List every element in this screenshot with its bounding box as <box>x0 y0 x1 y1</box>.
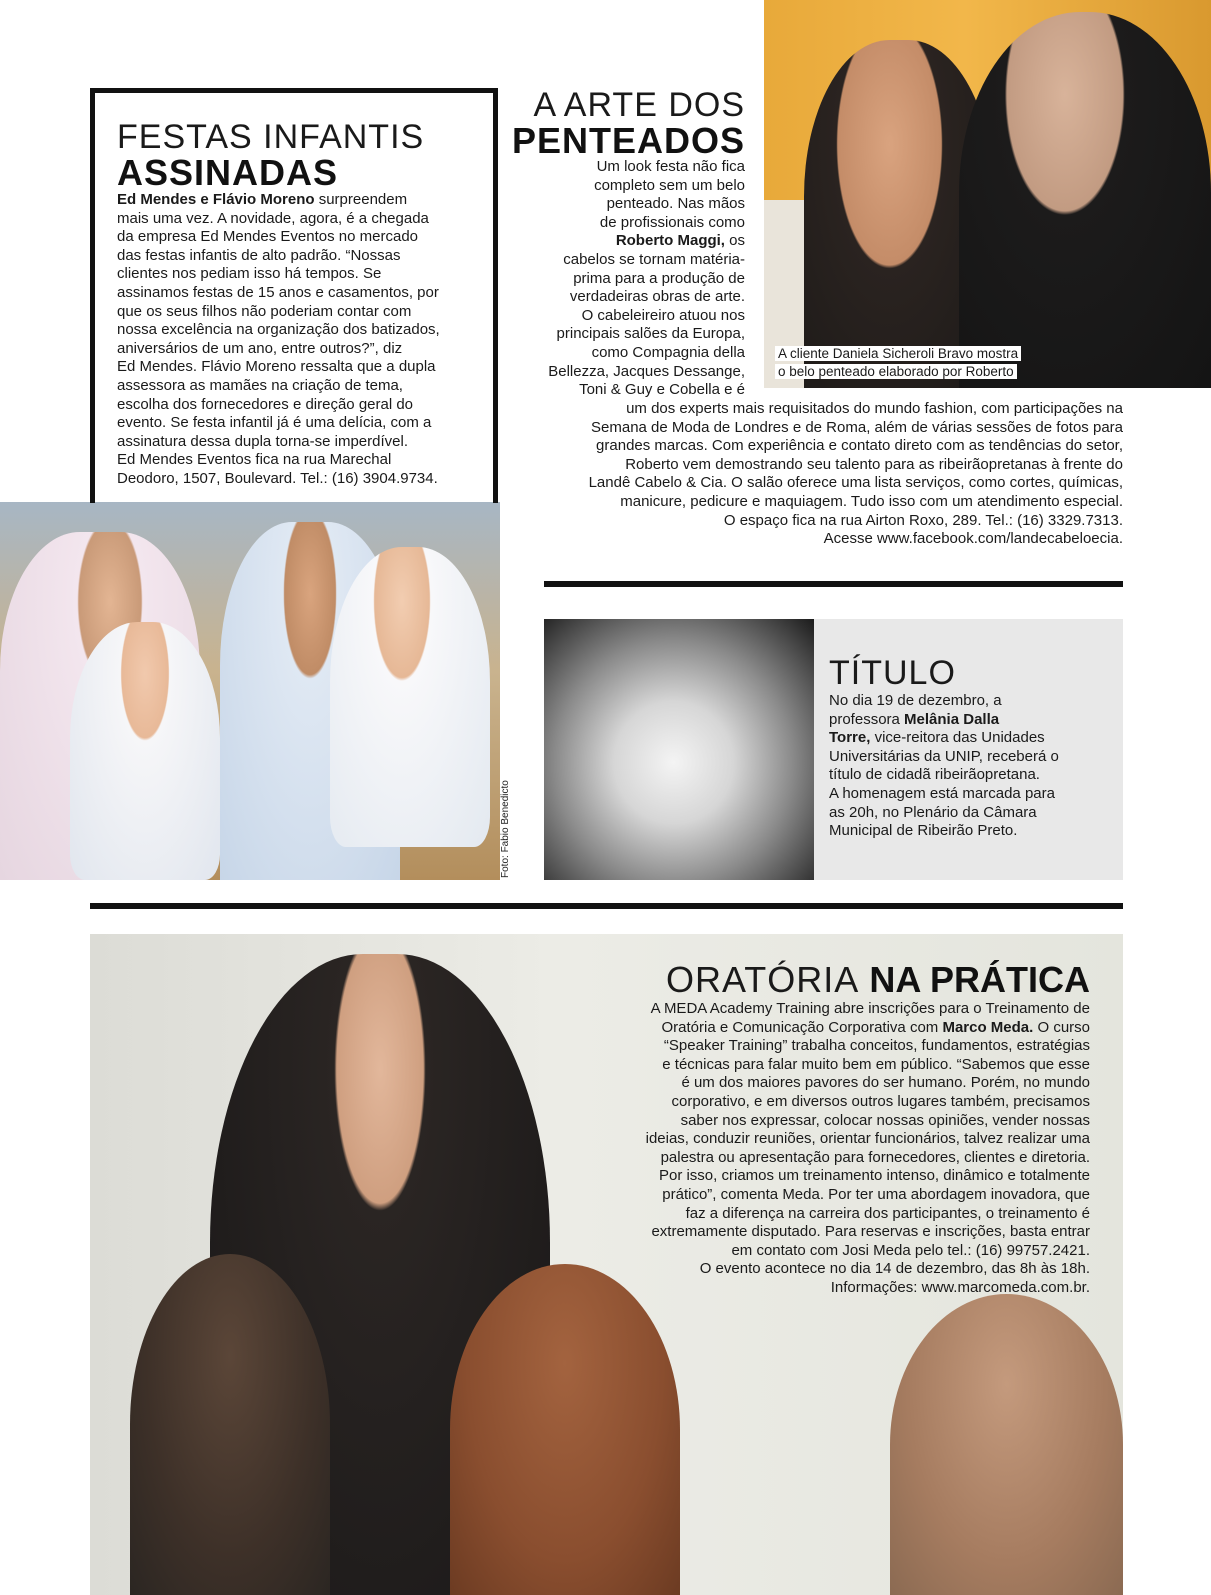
festas-photo-credit: Foto: Fabio Benedicto <box>500 780 511 878</box>
titulo-line: professora <box>829 710 905 728</box>
oratoria-line: ideias, conduzir reuniões, orientar funcionários, talvez realizar uma <box>645 1130 1090 1148</box>
oratoria-title-light: ORATÓRIA <box>665 959 860 1000</box>
oratoria-line: corporativo, e em diversos outros lugares também, precisamos <box>671 1092 1090 1110</box>
titulo-name-bold: Torre, <box>829 729 871 747</box>
titulo-line: Universitárias da UNIP, receberá o <box>829 747 1059 765</box>
penteados-line: Roberto vem demostrando seu talento para as ribeirãopretanas à frente do <box>625 455 1123 473</box>
penteados-body-wide <box>533 400 1123 549</box>
penteados-line: O espaço fica na rua Airton Roxo, 289. Tel.: (16) 3329.7313. <box>723 511 1123 529</box>
festas-line: evento. Se festa infantil já é uma delícia, com a <box>117 414 432 432</box>
caption-line: o belo penteado elaborado por Roberto <box>775 364 1017 379</box>
festas-line: da empresa Ed Mendes Eventos no mercado <box>117 228 419 246</box>
festas-lead-names: Ed Mendes e Flávio Moreno <box>117 191 315 208</box>
oratoria-line: prático”, comenta Meda. Por ter uma abordagem inovadora, que <box>662 1185 1090 1203</box>
penteados-line: completo sem um belo <box>594 176 745 194</box>
oratoria-line: palestra ou apresentação para fornecedores, clientes e diretoria. <box>660 1148 1090 1166</box>
festas-line: escolha dos fornecedores e direção geral do <box>117 395 414 413</box>
photo-hairstyle <box>764 0 1211 388</box>
festas-line: das festas infantis de alto padrão. “Nossas <box>117 246 401 264</box>
oratoria-line: e técnicas para falar muito bem em público. “Sabemos que esse <box>662 1055 1090 1073</box>
oratoria-body <box>570 1000 1090 1298</box>
penteados-line: Um look festa não fica <box>596 158 745 175</box>
oratoria-name-marco-meda: Marco Meda. <box>942 1018 1034 1036</box>
caption-line: A cliente Daniela Sicheroli Bravo mostra <box>775 346 1021 361</box>
penteados-line: Toni & Guy e Cobella e é <box>579 381 745 399</box>
penteados-line: O cabeleireiro atuou nos <box>581 306 745 324</box>
titulo-line: vice-reitora das Unidades <box>870 729 1045 747</box>
penteados-line: cabelos se tornam matéria- <box>563 250 745 268</box>
festas-line: assinamos festas de 15 anos e casamentos, por <box>117 283 439 301</box>
photo-melania-dalla-torre <box>544 619 814 880</box>
penteados-name-roberto-maggi: Roberto Maggi, <box>615 232 725 250</box>
titulo-line: as 20h, no Plenário da Câmara <box>829 803 1037 821</box>
penteados-line: os <box>724 232 745 250</box>
festas-line: nossa excelência na organização dos batizados, <box>117 321 440 339</box>
penteados-line: Landê Cabelo & Cia. O salão oferece uma lista serviços, como cortes, químicas, <box>588 474 1123 492</box>
festas-line: aniversários de um ano, entre outros?”, diz <box>117 339 403 357</box>
festas-line: surpreendem <box>314 191 408 208</box>
penteados-line: prima para a produção de <box>573 269 745 287</box>
oratoria-line: Por isso, criamos um treinamento intenso, dinâmico e totalmente <box>658 1167 1090 1185</box>
oratoria-line: Informações: www.marcomeda.com.br. <box>830 1278 1090 1296</box>
penteados-line: manicure, pedicure e maquiagem. Tudo isso com um atendimento especial. <box>620 492 1123 510</box>
penteados-title-light: A ARTE DOS <box>533 86 745 124</box>
oratoria-line: em contato com Josi Meda pelo tel.: (16) 99757.2421. <box>731 1241 1090 1259</box>
oratoria-line: saber nos expressar, colocar nossas opiniões, vender nossas <box>680 1111 1090 1129</box>
oratoria-title <box>666 960 1090 1000</box>
titulo-body <box>829 692 1119 841</box>
penteados-line: penteado. Nas mãos <box>606 195 745 213</box>
penteados-title-bold: PENTEADOS <box>511 120 745 161</box>
oratoria-line: faz a diferença na carreira dos participantes, o treinamento é <box>685 1204 1090 1222</box>
festas-line: assessora as mamães na criação de tema, <box>117 376 403 394</box>
titulo-line: A homenagem está marcada para <box>829 784 1055 802</box>
oratoria-line: A MEDA Academy Training abre inscrições para o Treinamento de <box>650 1000 1090 1017</box>
festas-line: clientes nos pediam isso há tempos. Se <box>117 265 382 283</box>
titulo-name-bold: Melânia Dalla <box>904 710 1000 728</box>
festas-line: assinatura dessa dupla torna-se imperdível. <box>117 432 408 450</box>
penteados-line: um dos experts mais requisitados do mundo fashion, com participações na <box>626 400 1123 417</box>
penteados-line: principais salões da Europa, <box>556 325 745 343</box>
titulo-line: título de cidadã ribeirãopretana. <box>829 766 1040 784</box>
penteados-line: verdadeiras obras de arte. <box>569 288 745 306</box>
festas-line: que os seus filhos não poderiam contar com <box>117 302 412 320</box>
oratoria-line: O curso <box>1033 1018 1090 1036</box>
festas-line: mais uma vez. A novidade, agora, é a chegada <box>117 209 429 227</box>
divider-rule <box>90 903 1123 909</box>
festas-title-bold: ASSINADAS <box>117 152 339 193</box>
penteados-line: Acesse www.facebook.com/landecabeloecia. <box>823 530 1123 548</box>
titulo-title: TÍTULO <box>829 654 956 692</box>
penteados-line: grandes marcas. Com experiência e contato direto com as tendências do setor, <box>596 437 1123 455</box>
oratoria-line: “Speaker Training” trabalha conceitos, fundamentos, estratégias <box>663 1037 1090 1055</box>
penteados-line: Semana de Moda de Londres e de Roma, além de várias sessões de fotos para <box>591 418 1123 436</box>
festas-line: Ed Mendes. Flávio Moreno ressalta que a dupla <box>117 358 436 376</box>
penteados-line: de profissionais como <box>599 213 745 231</box>
festas-title-light: FESTAS INFANTIS <box>117 118 425 156</box>
penteados-photo-caption <box>775 345 1021 381</box>
penteados-line: como Compagnia della <box>591 343 745 361</box>
festas-line: Deodoro, 1507, Boulevard. Tel.: (16) 3904.9734. <box>117 469 438 487</box>
oratoria-line: Oratória e Comunicação Corporativa com <box>661 1018 943 1036</box>
photo-ed-mendes-flavio-moreno <box>0 502 500 880</box>
titulo-line: Municipal de Ribeirão Preto. <box>829 822 1018 840</box>
oratoria-line: é um dos maiores pavores do ser humano. Porém, no mundo <box>681 1074 1090 1092</box>
titulo-line: No dia 19 de dezembro, a <box>829 692 1002 709</box>
festas-body <box>117 191 487 489</box>
oratoria-title-bold: NA PRÁTICA <box>869 959 1090 1000</box>
festas-line: Ed Mendes Eventos fica na rua Marechal <box>117 451 392 469</box>
oratoria-line: O evento acontece no dia 14 de dezembro, das 8h às 18h. <box>699 1260 1090 1278</box>
oratoria-line: extremamente disputado. Para reservas e inscrições, basta entrar <box>651 1223 1090 1241</box>
penteados-body-narrow <box>525 158 745 400</box>
divider-rule <box>544 581 1123 587</box>
penteados-line: Bellezza, Jacques Dessange, <box>548 362 745 380</box>
